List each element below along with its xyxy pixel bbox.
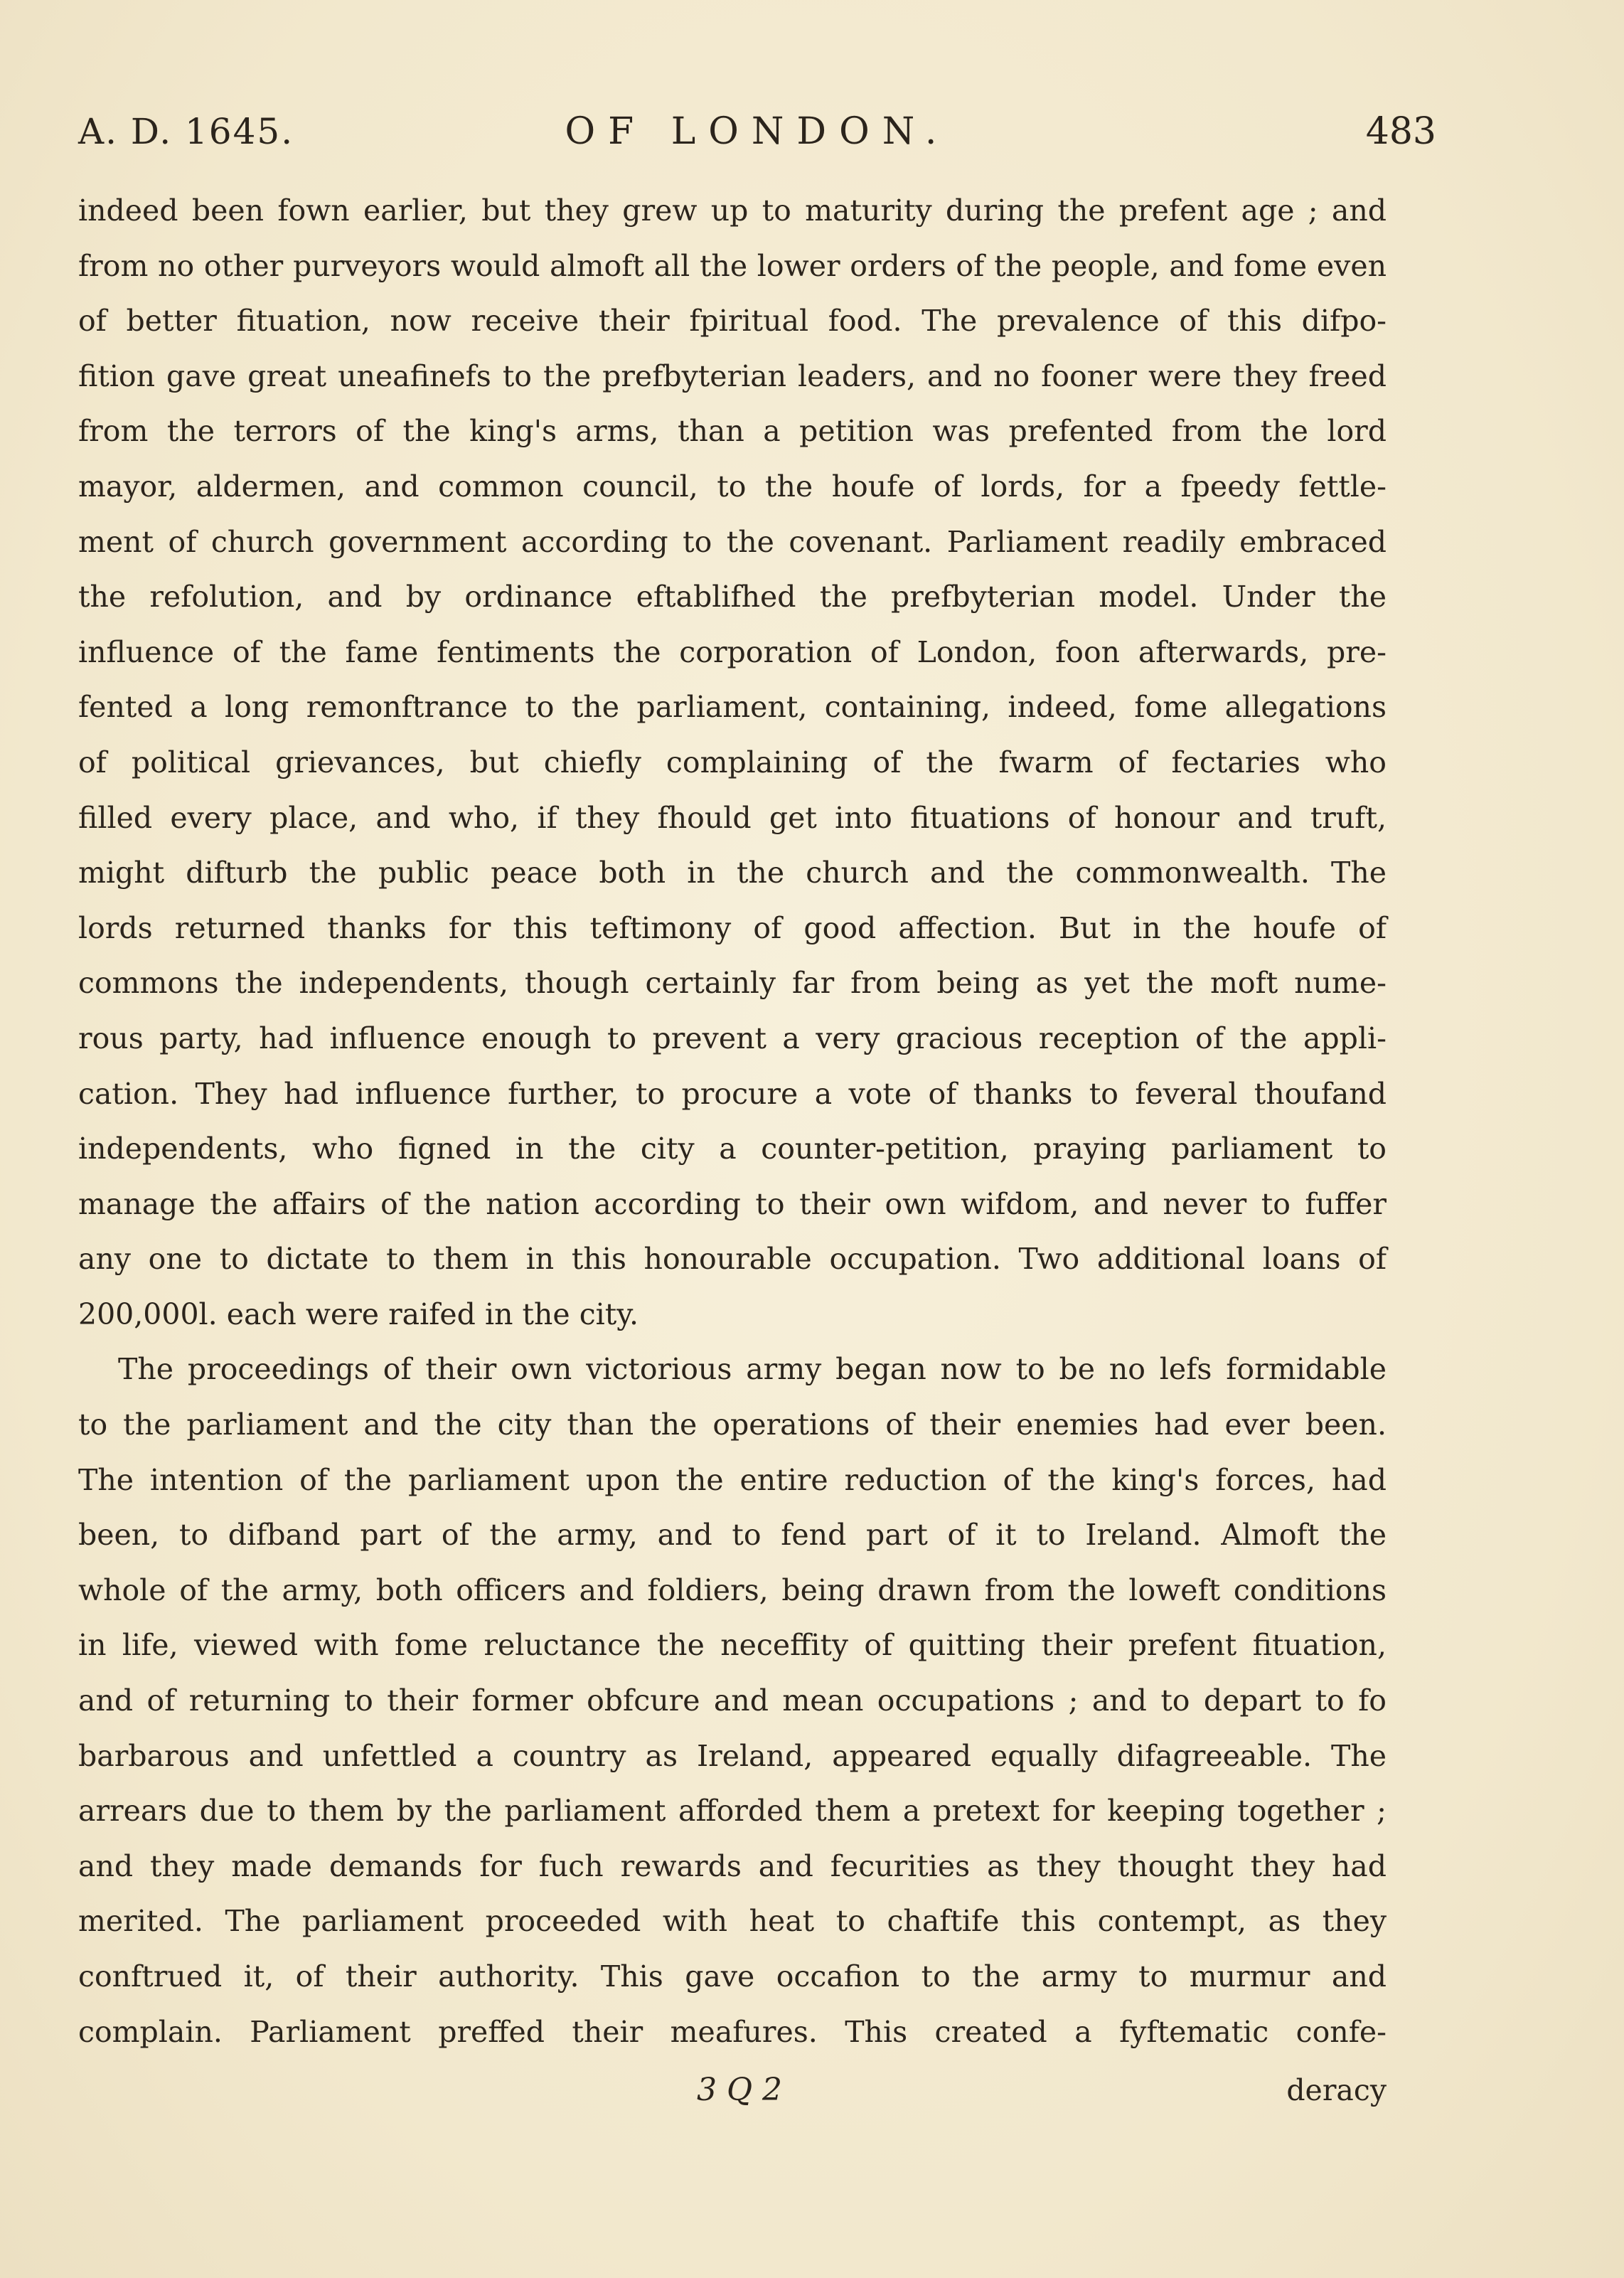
text-line: merited. The parliament proceeded with heat to chaftife this contempt, as they (78, 1904, 1387, 1939)
page-footer (78, 2065, 1387, 2115)
text-line: whole of the army, both officers and foldiers, being drawn from the loweft conditions (78, 1572, 1387, 1607)
text-line: influence of the fame fentiments the corporation of London, foon afterwards, pre- (78, 634, 1387, 669)
text-line: cation. They had influence further, to procure a vote of thanks to feveral thoufand (78, 1076, 1387, 1111)
text-line: of political grievances, but chiefly complaining of the fwarm of fectaries who (78, 745, 1387, 779)
text-line: any one to dictate to them in this honourable occupation. Two additional loans of (78, 1242, 1387, 1277)
text-line: might difturb the public peace both in the church and the commonwealth. The (78, 856, 1387, 890)
running-head (78, 107, 1436, 156)
text-line: fented a long remonftrance to the parliament, containing, indeed, fome allegations (78, 690, 1387, 725)
text-line: 200,000l. each were raifed in the city. (78, 1297, 639, 1331)
text-line: rous party, had influence enough to prevent a very gracious reception of the appli- (78, 1021, 1387, 1055)
header-date: A. D. 1645. (78, 111, 294, 152)
catchword: deracy (1286, 2073, 1387, 2107)
text-line: been, to difband part of the army, and to fend part of it to Ireland. Almoft the (78, 1518, 1387, 1553)
text-line: conftrued it, of their authority. This gave occafion to the army to murmur and (78, 1959, 1387, 1994)
text-line: barbarous and unfettled a country as Ireland, appeared equally difagreeable. The (78, 1738, 1387, 1773)
body-text (78, 183, 1387, 2060)
text-line: from the terrors of the king's arms, than a petition was prefented from the lord (78, 414, 1387, 449)
header-title: OF LONDON. (565, 110, 950, 153)
text-line: The intention of the parliament upon the entire reduction of the king's forces, had (78, 1462, 1387, 1497)
text-line: independents, who figned in the city a counter-petition, praying parliament to (78, 1132, 1387, 1166)
text-line: and they made demands for fuch rewards and fecurities as they thought they had (78, 1848, 1387, 1883)
text-line: commons the independents, though certainly far from being as yet the moft nume- (78, 966, 1387, 1001)
signature-mark: 3 Q 2 (697, 2072, 783, 2108)
text-line: indeed been fown earlier, but they grew up to maturity during the prefent age ; and (78, 193, 1387, 228)
text-line: ment of church government according to the covenant. Parliament readily embraced (78, 524, 1387, 559)
text-line: arrears due to them by the parliament afforded them a pretext for keeping together ; (78, 1794, 1387, 1829)
text-line: in life, viewed with fome reluctance the neceffity of quitting their prefent fituation, (78, 1628, 1387, 1663)
text-line: of better fituation, now receive their fpiritual food. The prevalence of this difpo- (78, 304, 1387, 339)
text-line: complain. Parliament preffed their meafures. This created a fyftematic confe- (78, 2014, 1387, 2049)
text-line: filled every place, and who, if they fhould get into fituations of honour and truft, (78, 800, 1387, 835)
text-line: mayor, aldermen, and common council, to the houfe of lords, for a fpeedy fettle- (78, 469, 1387, 504)
text-line: to the parliament and the city than the operations of their enemies had ever been. (78, 1407, 1387, 1442)
text-line: and of returning to their former obfcure and mean occupations ; and to depart to fo (78, 1683, 1387, 1718)
text-line: The proceedings of their own victorious army began now to be no lefs formidable (118, 1352, 1387, 1387)
text-line: fition gave great uneafinefs to the prefbyterian leaders, and no fooner were they freed (78, 358, 1387, 393)
text-line: lords returned thanks for this teftimony of good affection. But in the houfe of (78, 910, 1387, 945)
page-number: 483 (1365, 110, 1436, 153)
text-line: manage the affairs of the nation according to their own wifdom, and never to fuffer (78, 1186, 1387, 1221)
text-line: from no other purveyors would almoft all the lower orders of the people, and fome even (78, 248, 1387, 283)
text-line: the refolution, and by ordinance eftablifhed the prefbyterian model. Under the (78, 580, 1387, 614)
